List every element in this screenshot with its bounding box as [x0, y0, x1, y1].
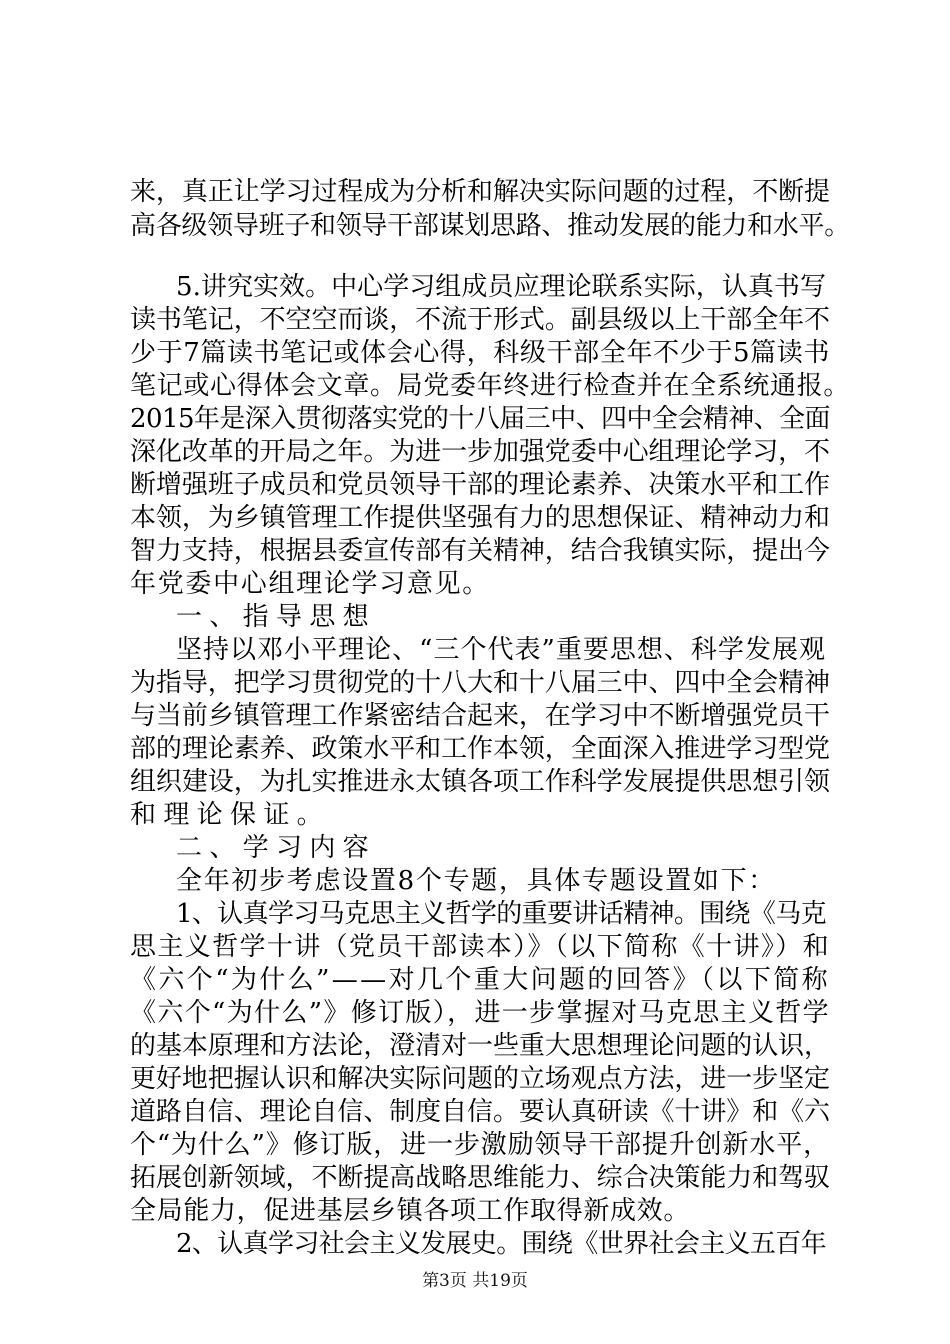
text-line: 道路自信、理论自信、制度自信。要认真研读《十讲》和《六 [130, 1097, 830, 1127]
text-line: 个“为什么”》修订版，进一步激励领导干部提升创新水平， [130, 1130, 830, 1160]
text-line: 少于7篇读书笔记或体会心得，科级干部全年不少于5篇读书 [130, 338, 830, 368]
text-line: 断增强班子成员和党员领导干部的理论素养、决策水平和工作 [130, 470, 830, 500]
text-line: 拓展创新领域，不断提高战略思维能力、综合决策能力和驾驭 [130, 1163, 830, 1193]
text-line: 全年初步考虑设置8个专题，具体专题设置如下： [176, 866, 776, 896]
text-line: 笔记或心得体会文章。局党委年终进行检查并在全系统通报。 [130, 371, 850, 401]
text-line: 5.讲究实效。中心学习组成员应理论联系实际，认真书写 [176, 272, 826, 302]
text-line: 与当前乡镇管理工作紧密结合起来，在学习中不断增强党员干 [130, 701, 830, 731]
text-line: 年党委中心组理论学习意见。 [130, 569, 490, 599]
text-line: 部的理论素养、政策水平和工作本领，全面深入推进学习型党 [130, 734, 830, 764]
text-line: 和理论保证。 [130, 800, 330, 830]
section-heading: 一、指导思想 [176, 602, 376, 632]
text-line: 高各级领导班子和领导干部谋划思路、推动发展的能力和水平。 [130, 211, 850, 241]
text-line: 《六个“为什么”——对几个重大问题的回答》（以下简称 [130, 965, 830, 995]
text-line: 2、认真学习社会主义发展史。围绕《世界社会主义五百年 [176, 1229, 826, 1259]
text-line: 1、认真学习马克思主义哲学的重要讲话精神。围绕《马克 [176, 899, 826, 929]
text-line: 全局能力，促进基层乡镇各项工作取得新成效。 [130, 1196, 690, 1226]
text-line: 为指导，把学习贯彻党的十八大和十八届三中、四中全会精神 [130, 668, 830, 698]
text-line: 思主义哲学十讲（党员干部读本）》（以下简称《十讲》）和 [130, 932, 830, 962]
text-line: 的基本原理和方法论，澄清对一些重大思想理论问题的认识， [130, 1031, 830, 1061]
text-line: 2015年是深入贯彻落实党的十八届三中、四中全会精神、全面 [130, 404, 830, 434]
text-line: 来，真正让学习过程成为分析和解决实际问题的过程，不断提 [130, 177, 830, 207]
text-line: 读书笔记，不空空而谈，不流于形式。副县级以上干部全年不 [130, 305, 830, 335]
text-line: 深化改革的开局之年。为进一步加强党委中心组理论学习，不 [130, 437, 830, 467]
text-line: 智力支持，根据县委宣传部有关精神，结合我镇实际，提出今 [130, 536, 830, 566]
text-line: 《六个“为什么”》修订版），进一步掌握对马克思主义哲学 [130, 998, 830, 1028]
text-line: 本领，为乡镇管理工作提供坚强有力的思想保证、精神动力和 [130, 503, 830, 533]
page-number: 第3页 共19页 [422, 1271, 528, 1291]
text-line: 组织建设，为扎实推进永太镇各项工作科学发展提供思想引领 [130, 767, 830, 797]
section-heading: 二、学习内容 [176, 833, 376, 863]
text-line: 更好地把握认识和解决实际问题的立场观点方法，进一步坚定 [130, 1064, 830, 1094]
text-line: 坚持以邓小平理论、“三个代表”重要思想、科学发展观 [176, 635, 826, 665]
